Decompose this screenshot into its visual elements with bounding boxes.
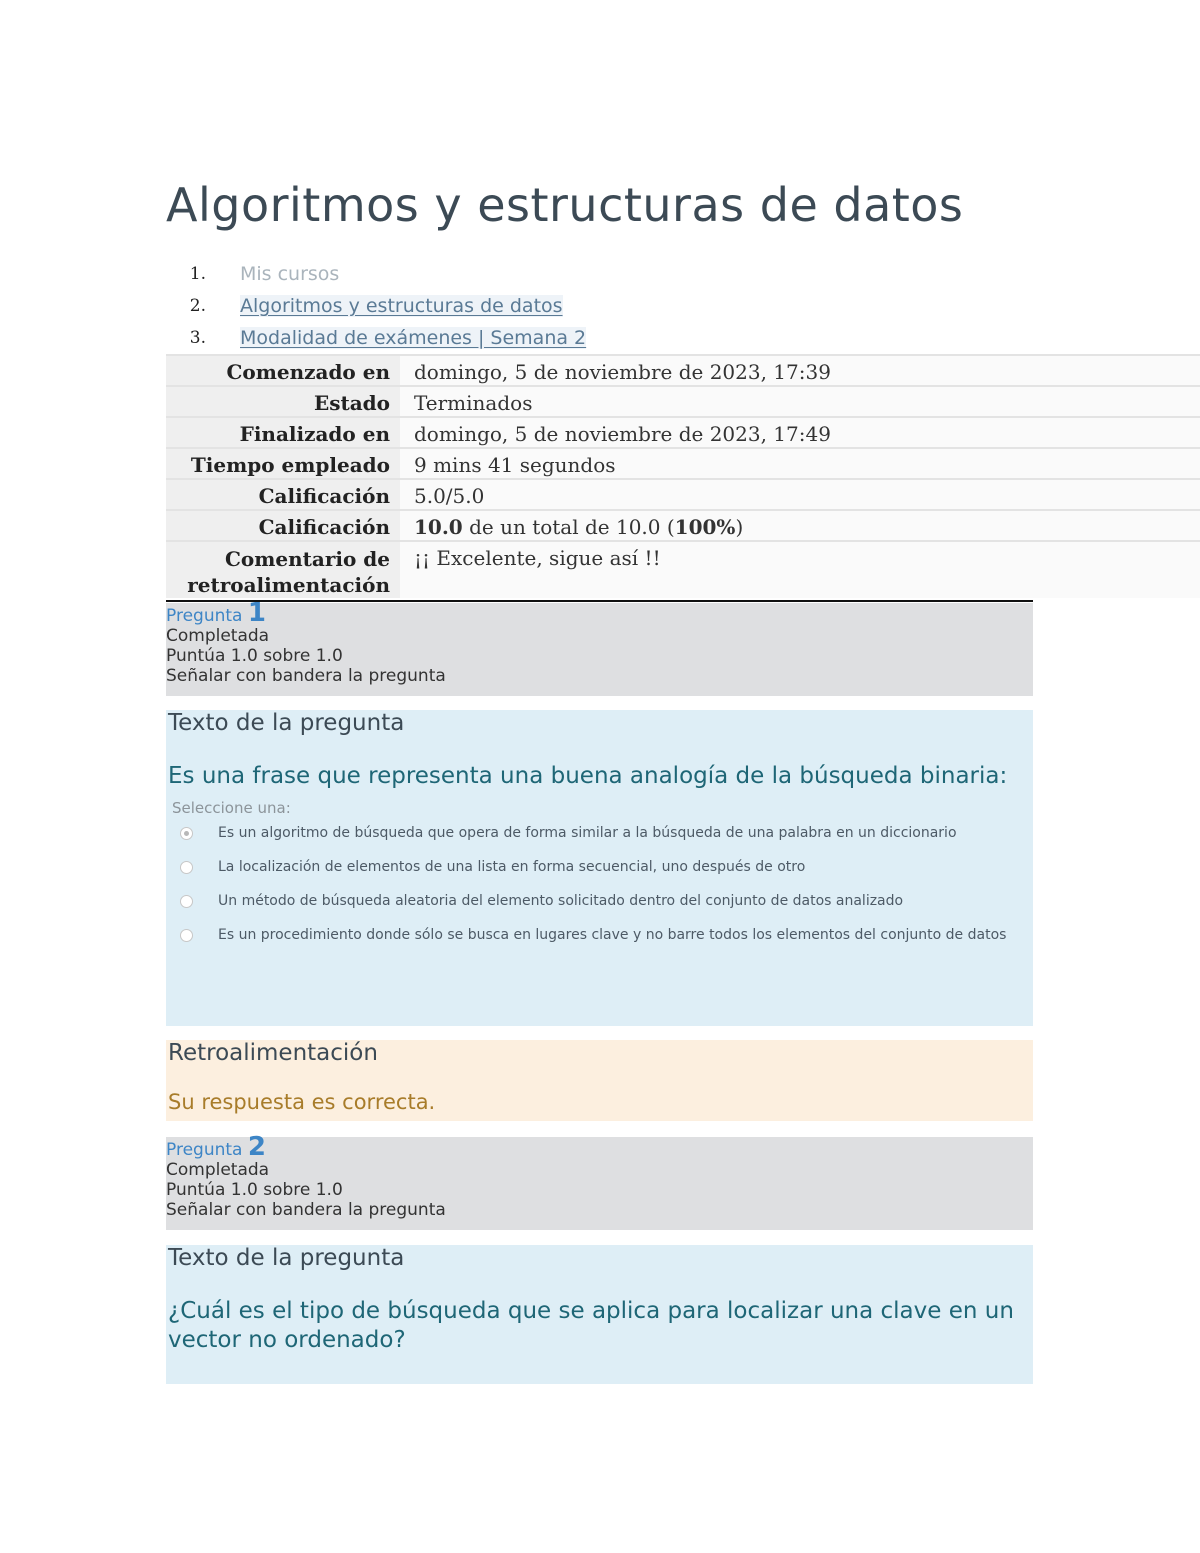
breadcrumb-item — [166, 258, 586, 290]
breadcrumb — [166, 258, 586, 354]
summary-label: Calificación — [166, 479, 400, 510]
answer-option[interactable] — [168, 825, 1033, 859]
breadcrumb-link-exam-week[interactable]: Modalidad de exámenes | Semana 2 — [240, 327, 587, 349]
question-number: Pregunta 1 — [166, 598, 266, 628]
summary-row-started — [166, 355, 1200, 386]
question-text-heading: Texto de la pregunta — [168, 710, 405, 736]
breadcrumb-item — [166, 290, 586, 322]
summary-value: 5.0/5.0 — [400, 479, 1200, 510]
question-text-box-1 — [166, 710, 1033, 1026]
answer-label: La localización de elementos de una lista en forma secuencial, uno después de otro — [218, 859, 806, 875]
grade-total: de un total de 10.0 ( — [462, 515, 675, 539]
question-info-2 — [166, 1132, 1033, 1230]
question-text: Es una frase que representa una buena analogía de la búsqueda binaria: — [168, 763, 1008, 789]
answer-label: Es un procedimiento donde sólo se busca en lugares clave y no barre todos los elementos del conjunto de datos — [218, 927, 1007, 943]
radio-selected-icon[interactable] — [180, 827, 193, 840]
summary-row-state — [166, 386, 1200, 417]
summary-value — [400, 510, 1200, 541]
question-score: Puntúa 1.0 sobre 1.0 — [166, 646, 343, 666]
answer-list — [168, 825, 1033, 961]
summary-label: Finalizado en — [166, 417, 400, 448]
grade-percent: 100% — [674, 515, 736, 539]
question-score: Puntúa 1.0 sobre 1.0 — [166, 1180, 343, 1200]
answer-label: Es un algoritmo de búsqueda que opera de forma similar a la búsqueda de una palabra en un diccionario — [218, 825, 957, 841]
grade-close: ) — [735, 515, 744, 539]
summary-value: ¡¡ Excelente, sigue así !! — [400, 541, 1200, 598]
answer-label: Un método de búsqueda aleatoria del elemento solicitado dentro del conjunto de datos analizado — [218, 893, 904, 909]
flag-question-link[interactable]: Señalar con bandera la pregunta — [166, 666, 446, 686]
question-text-heading: Texto de la pregunta — [168, 1245, 405, 1271]
feedback-heading: Retroalimentación — [168, 1040, 378, 1066]
select-one-prompt: Seleccione una: — [172, 799, 291, 817]
feedback-text: Su respuesta es correcta. — [168, 1090, 436, 1114]
radio-icon[interactable] — [180, 861, 193, 874]
question-text-box-2 — [166, 1245, 1033, 1384]
breadcrumb-item — [166, 322, 586, 354]
grade-score: 10.0 — [414, 515, 463, 539]
breadcrumb-number: 3. — [189, 328, 206, 348]
summary-value: Terminados — [400, 386, 1200, 417]
flag-question-link[interactable]: Señalar con bandera la pregunta — [166, 1200, 446, 1220]
breadcrumb-link-course[interactable]: Algoritmos y estructuras de datos — [240, 295, 563, 317]
feedback-label-line2: retroalimentación — [187, 573, 390, 597]
divider — [166, 600, 1033, 602]
page-title: Algoritmos y estructuras de datos — [166, 178, 964, 232]
breadcrumb-number: 2. — [189, 296, 206, 316]
radio-icon[interactable] — [180, 929, 193, 942]
summary-label: Comenzado en — [166, 355, 400, 386]
breadcrumb-number: 1. — [189, 264, 206, 284]
radio-icon[interactable] — [180, 895, 193, 908]
answer-option[interactable] — [168, 927, 1033, 961]
attempt-summary-table — [166, 354, 1200, 598]
summary-value: 9 mins 41 segundos — [400, 448, 1200, 479]
question-number: Pregunta 2 — [166, 1132, 266, 1162]
breadcrumb-link-my-courses[interactable]: Mis cursos — [240, 263, 340, 285]
feedback-label-line1: Comentario de — [224, 547, 390, 571]
feedback-box — [166, 1040, 1033, 1121]
answer-option[interactable] — [168, 859, 1033, 893]
summary-label: Calificación — [166, 510, 400, 541]
question-state: Completada — [166, 626, 270, 646]
summary-label: Estado — [166, 386, 400, 417]
summary-row-time — [166, 448, 1200, 479]
summary-label: Tiempo empleado — [166, 448, 400, 479]
summary-label — [166, 541, 400, 598]
summary-row-marks — [166, 479, 1200, 510]
summary-row-grade — [166, 510, 1200, 541]
question-info-1 — [166, 598, 1033, 696]
summary-value: domingo, 5 de noviembre de 2023, 17:39 — [400, 355, 1200, 386]
summary-row-feedback — [166, 541, 1200, 598]
question-state: Completada — [166, 1160, 270, 1180]
summary-value: domingo, 5 de noviembre de 2023, 17:49 — [400, 417, 1200, 448]
answer-option[interactable] — [168, 893, 1033, 927]
summary-row-finished — [166, 417, 1200, 448]
question-text: ¿Cuál es el tipo de búsqueda que se aplica para localizar una clave en un vector no ordenado? — [168, 1298, 1014, 1353]
